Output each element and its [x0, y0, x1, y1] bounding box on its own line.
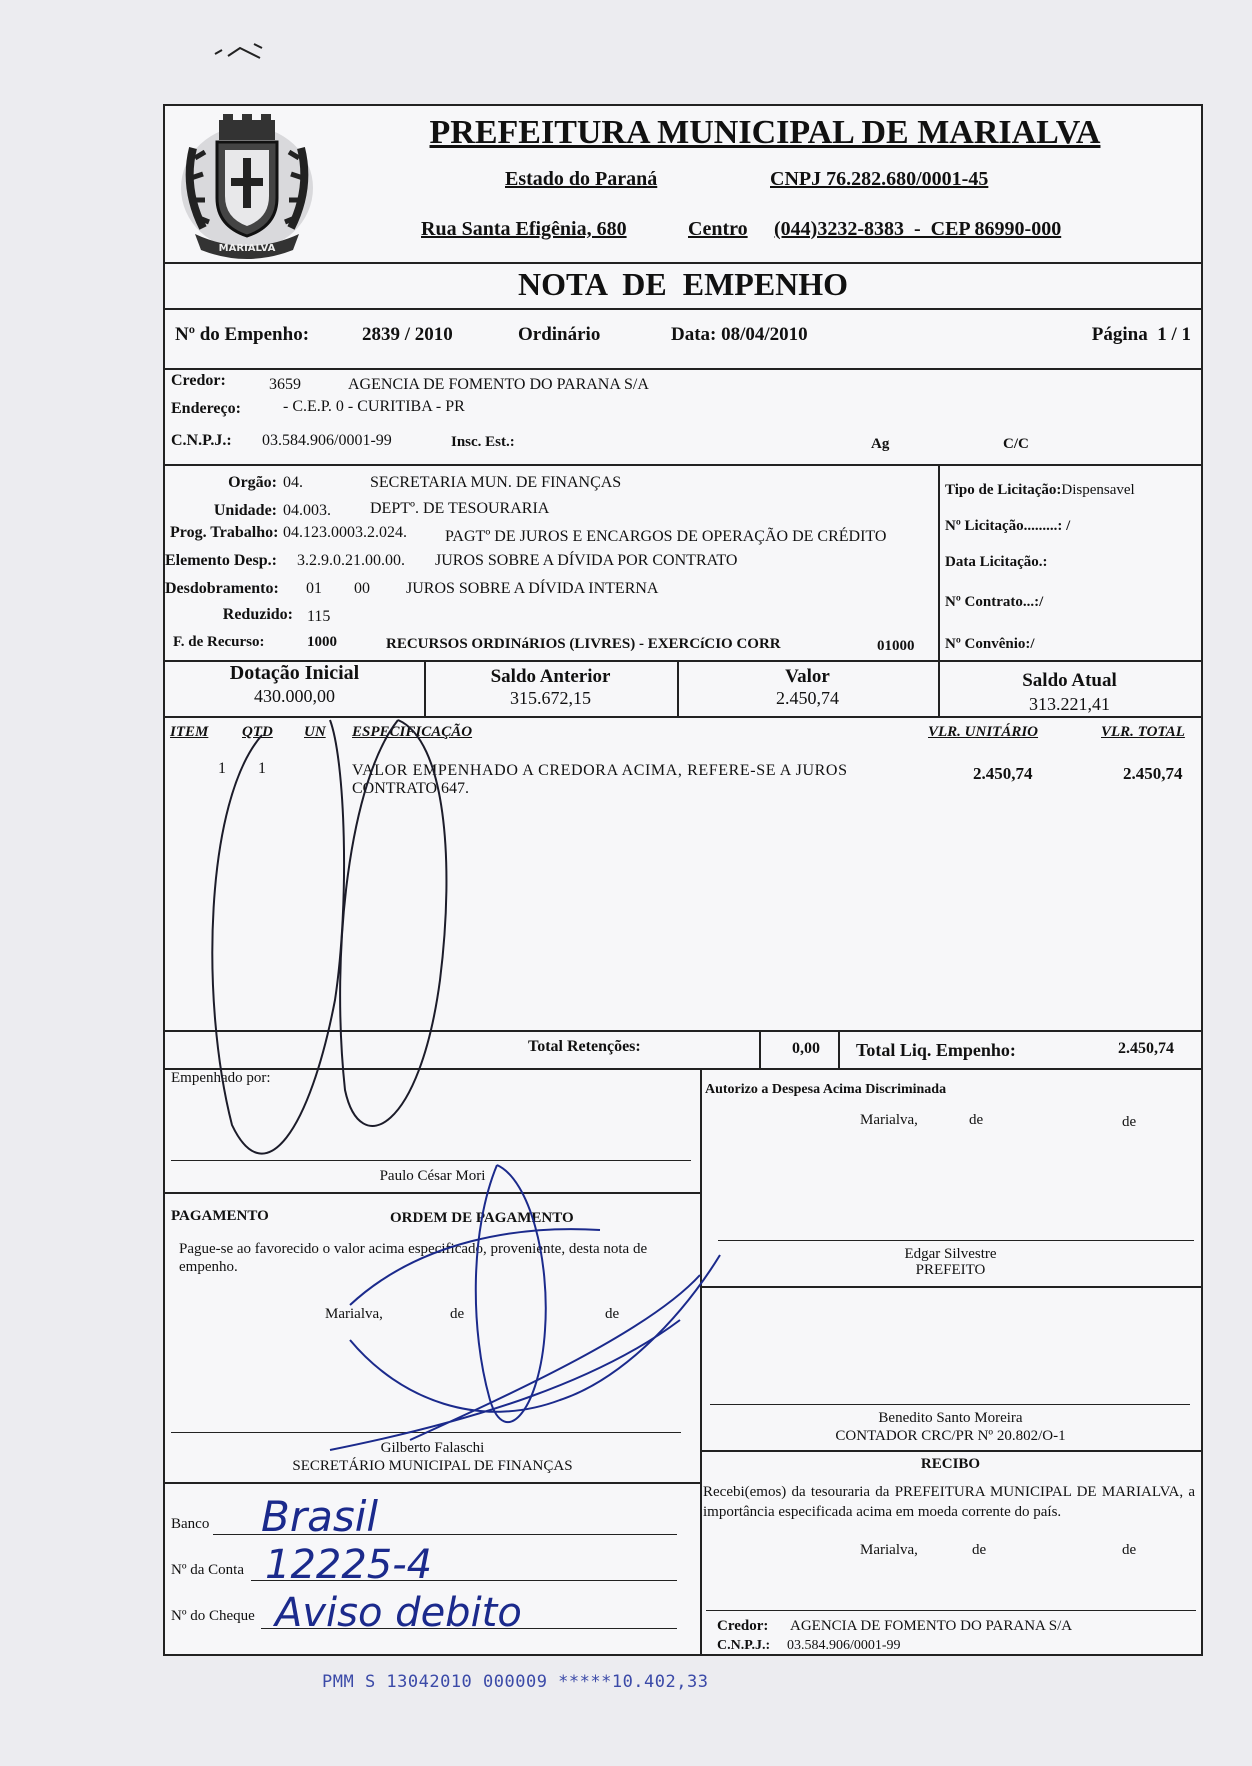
col-spec: ESPECIFICAÇÃO [352, 724, 473, 740]
header-cnpj: CNPJ 76.282.680/0001-45 [770, 168, 989, 190]
header-district: Centro [688, 218, 748, 240]
cnpj-value: 03.584.906/0001-99 [262, 432, 392, 449]
prefeito-title: PREFEITO [915, 1262, 986, 1278]
recibo-place: Marialva, [860, 1542, 918, 1558]
elemento-label: Elemento Desp.: [165, 552, 277, 569]
col-unit: VLR. UNITÁRIO [928, 724, 1039, 740]
row-qtd: 1 [258, 760, 266, 777]
orgao-label: Orgão: [228, 474, 277, 491]
liquido-value: 2.450,74 [1118, 1040, 1174, 1057]
desdob-code2: 00 [354, 580, 370, 597]
row-spec-line1: VALOR EMPENHADO A CREDORA ACIMA, REFERE-SE A JUROS [352, 762, 848, 779]
conta-label: Nº da Conta [171, 1562, 244, 1578]
desdob-value: JUROS SOBRE A DÍVIDA INTERNA [406, 580, 659, 597]
prog-code: 04.123.0003.2.024. [283, 524, 407, 541]
row-total: 2.450,74 [1123, 764, 1183, 783]
unidade-value: DEPTº. DE TESOURARIA [370, 500, 550, 517]
right-de2: de [1122, 1114, 1137, 1130]
municipal-seal-icon [173, 108, 321, 260]
row-spec-line2: CONTRATO 647. [352, 780, 470, 797]
dotacao-label: Dotação Inicial [229, 662, 360, 684]
empenho-label: Nº do Empenho: [175, 324, 310, 345]
orgao-value: SECRETARIA MUN. DE FINANÇAS [370, 474, 622, 491]
num-contrato: Nº Contrato...:/ [945, 594, 1044, 610]
reduzido-label: Reduzido: [222, 606, 293, 623]
doc-title: NOTA DE EMPENHO [517, 266, 849, 302]
elemento-code: 3.2.9.0.21.00.00. [297, 552, 405, 569]
cheque-handwritten: Aviso debito [275, 1590, 522, 1636]
header-title: PREFEITURA MUNICIPAL DE MARIALVA [429, 114, 1101, 151]
empenhado-label: Empenhado por: [171, 1070, 271, 1086]
col-un: UN [304, 724, 326, 740]
header-street: Rua Santa Efigênia, 680 [421, 218, 627, 240]
recibo-credor-label: Credor: [717, 1618, 769, 1634]
valor-label: Valor [785, 666, 830, 687]
orgao-code: 04. [283, 474, 303, 491]
empenho-number: 2839 / 2010 [362, 324, 453, 345]
right-de1: de [969, 1112, 984, 1128]
retencoes-value: 0,00 [792, 1040, 820, 1057]
recibo-de2: de [1122, 1542, 1137, 1558]
saldo-atual-value: 313.221,41 [1029, 694, 1110, 714]
recibo-label: RECIBO [920, 1456, 981, 1472]
row-unit: 2.450,74 [973, 764, 1033, 783]
form-frame [163, 104, 1203, 1656]
col-total: VLR. TOTAL [1101, 724, 1185, 740]
insc-label: Insc. Est.: [451, 434, 515, 450]
recurso-code: 1000 [307, 634, 337, 650]
saldo-anterior-value: 315.672,15 [510, 688, 591, 708]
header-state: Estado do Paraná [505, 168, 658, 190]
prog-value: PAGTº DE JUROS E ENCARGOS DE OPERAÇÃO DE CRÉDITO [445, 528, 887, 545]
recurso-value: RECURSOS ORDINáRIOS (LIVRES) - EXERCíCIO CORR [386, 636, 781, 652]
empenho-date: Data: 08/04/2010 [671, 324, 808, 345]
autorizo-label: Autorizo a Despesa Acima Discriminada [705, 1082, 947, 1097]
cc-label: C/C [1003, 436, 1029, 452]
seal-text: MARIALVA [218, 243, 276, 254]
footer-stamp: PMM S 13042010 000009 *****10.402,33 [322, 1672, 709, 1692]
num-convenio: Nº Convênio:/ [945, 636, 1035, 652]
saldo-atual-label: Saldo Atual [1022, 670, 1117, 691]
dotacao-value: 430.000,00 [254, 686, 335, 706]
row-item: 1 [218, 760, 226, 777]
unidade-label: Unidade: [213, 502, 277, 519]
banco-handwritten: Brasil [261, 1492, 379, 1541]
endereco-label: Endereço: [171, 400, 241, 417]
pagamento-label: PAGAMENTO [171, 1208, 269, 1224]
header-phone-cep: (044)3232-8383 - CEP 86990-000 [774, 218, 1062, 240]
credor-label: Credor: [171, 372, 226, 389]
secretario-title: SECRETÁRIO MUNICIPAL DE FINANÇAS [292, 1458, 573, 1474]
left-place: Marialva, [325, 1306, 383, 1322]
recibo-cnpj-label: C.N.P.J.: [717, 1638, 771, 1653]
elemento-value: JUROS SOBRE A DÍVIDA POR CONTRATO [435, 552, 738, 569]
ag-label: Ag [871, 436, 890, 452]
liquido-label: Total Liq. Empenho: [856, 1040, 1016, 1060]
prog-label: Prog. Trabalho: [170, 524, 279, 541]
left-de2: de [605, 1306, 620, 1322]
pague-text: Pague-se ao favorecido o valor acima especificado, proveniente, desta nota de empenho. [179, 1241, 648, 1275]
data-licitacao: Data Licitação.: [945, 554, 1048, 570]
empenho-page: Página 1 / 1 [1091, 324, 1191, 345]
unidade-code: 04.003. [283, 502, 331, 519]
recibo-text: Recebi(emos) da tesouraria da PREFEITURA MUNICIPAL DE MARIALVA, a importância especificada acima em moeda corrente do país. [703, 1484, 1195, 1520]
endereco-value: - C.E.P. 0 - CURITIBA - PR [283, 398, 465, 415]
corner-mark [210, 36, 290, 72]
reduzido-value: 115 [307, 608, 331, 625]
left-de1: de [450, 1306, 465, 1322]
secretario-name: Gilberto Falaschi [380, 1440, 485, 1456]
recibo-credor-name: AGENCIA DE FOMENTO DO PARANA S/A [790, 1618, 1073, 1634]
credor-code: 3659 [269, 376, 301, 393]
recibo-de1: de [972, 1542, 987, 1558]
empenho-type: Ordinário [518, 324, 601, 345]
recurso-label: F. de Recurso: [173, 634, 265, 650]
banco-label: Banco [171, 1516, 210, 1532]
recibo-cnpj: 03.584.906/0001-99 [787, 1638, 901, 1653]
saldo-anterior-label: Saldo Anterior [490, 666, 611, 687]
conta-handwritten: 12225-4 [265, 1542, 433, 1588]
valor-value: 2.450,74 [776, 688, 839, 708]
num-licitacao: Nº Licitação.........: / [945, 518, 1071, 534]
right-place: Marialva, [860, 1112, 918, 1128]
credor-name: AGENCIA DE FOMENTO DO PARANA S/A [348, 376, 649, 393]
desdob-code1: 01 [306, 580, 322, 597]
col-qtd: QTD [242, 724, 273, 740]
cnpj-label: C.N.P.J.: [171, 432, 232, 449]
prefeito-name: Edgar Silvestre [904, 1246, 997, 1262]
contador-title: CONTADOR CRC/PR Nº 20.802/O-1 [835, 1428, 1066, 1444]
col-item: ITEM [170, 724, 209, 740]
retencoes-label: Total Retenções: [528, 1038, 641, 1055]
cheque-label: Nº do Cheque [171, 1608, 255, 1624]
empenhado-name: Paulo César Mori [379, 1168, 486, 1184]
tipo-licitacao-label: Tipo de Licitação:Dispensavel [945, 482, 1135, 498]
recurso-code2: 01000 [877, 638, 915, 654]
desdob-label: Desdobramento: [165, 580, 279, 597]
ordem-pagamento-label: ORDEM DE PAGAMENTO [390, 1210, 574, 1226]
contador-name: Benedito Santo Moreira [878, 1410, 1023, 1426]
